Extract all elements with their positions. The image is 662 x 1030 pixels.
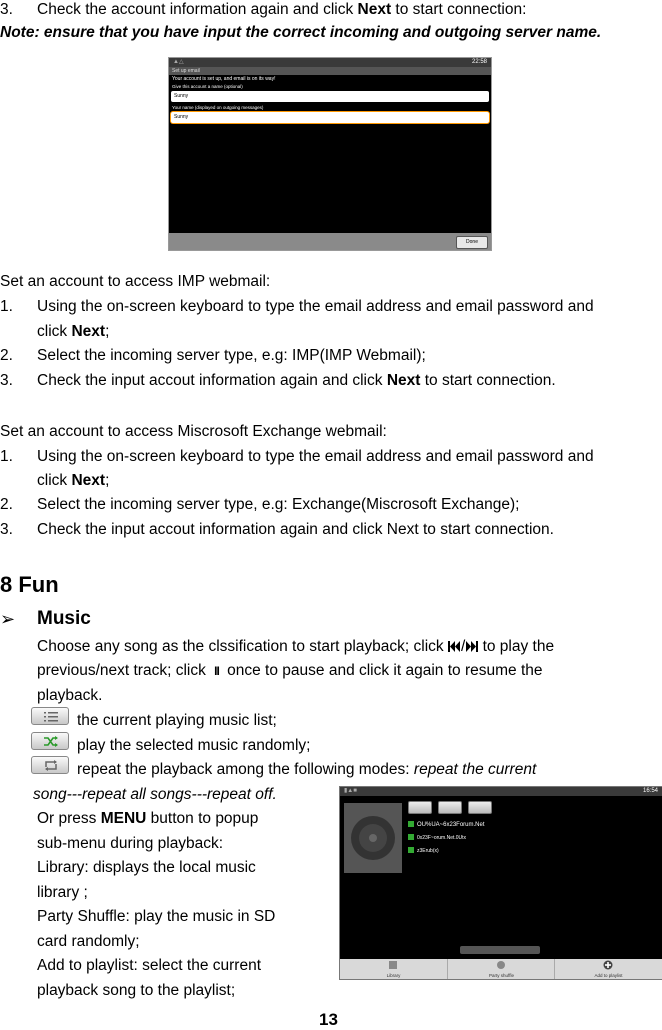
library-icon bbox=[388, 960, 398, 970]
status-bar bbox=[169, 58, 491, 67]
page-number: 13 bbox=[319, 1010, 338, 1029]
exchange-heading: Set an account to access Miscrosoft Exchange webmail: bbox=[0, 423, 387, 440]
add-icon bbox=[603, 960, 613, 970]
imp-heading: Set an account to access IMP webmail: bbox=[0, 273, 271, 290]
album-art bbox=[344, 803, 402, 873]
status-time: 16:54 bbox=[642, 788, 658, 794]
title-bar: Set up email bbox=[169, 67, 491, 75]
exchange-item-3: Check the input accout information again and click Next to start connection. bbox=[37, 521, 554, 538]
menu-line-4: library ; bbox=[37, 884, 88, 901]
status-bar bbox=[340, 787, 662, 796]
menu-line-1: Or press MENU button to popup bbox=[37, 810, 259, 827]
icon3-description: repeat the playback among the following modes: repeat the current bbox=[77, 761, 537, 778]
imp-item-1-number: 1. bbox=[0, 298, 13, 315]
track-3[interactable]: z3Erub(x) bbox=[408, 846, 439, 856]
step3-number: 3. bbox=[0, 1, 13, 18]
music-line-1: Choose any song as the clssification to start playback; click / to play the bbox=[37, 638, 555, 655]
next-track-icon bbox=[465, 640, 478, 653]
repeat-icon bbox=[44, 760, 58, 771]
exchange-item-1-line1: Using the on-screen keyboard to type the email address and email password and bbox=[37, 448, 594, 465]
music-list-button bbox=[31, 707, 69, 725]
shuffle-button[interactable] bbox=[438, 801, 462, 814]
music-player-screenshot bbox=[339, 786, 662, 980]
track-1[interactable]: OU%UA~6x23Forum.Net bbox=[408, 820, 485, 830]
icon1-description: the current playing music list; bbox=[77, 712, 277, 729]
email-setup-screenshot bbox=[168, 57, 492, 251]
shuffle-icon bbox=[44, 736, 58, 747]
menu-line-3: Library: displays the local music bbox=[37, 859, 256, 876]
section-title: 8 Fun bbox=[0, 572, 59, 597]
menu-line-6: card randomly; bbox=[37, 933, 140, 950]
menu-line-8: playback song to the playlist; bbox=[37, 982, 236, 999]
exchange-item-2: Select the incoming server type, e.g: Exchange(Miscrosoft Exchange); bbox=[37, 496, 520, 513]
music-list-button[interactable] bbox=[408, 801, 432, 814]
account-name-label: Give this account a name (optional) bbox=[172, 84, 243, 89]
account-name-input[interactable]: Sunny bbox=[171, 91, 489, 102]
icon2-description: play the selected music randomly; bbox=[77, 737, 311, 754]
menu-add-to-playlist[interactable]: Add to playlist bbox=[554, 959, 662, 979]
exchange-item-1-number: 1. bbox=[0, 448, 13, 465]
music-line-3: playback. bbox=[37, 687, 103, 704]
step3-text: Check the account information again and click Next to start connection: bbox=[37, 1, 527, 18]
notification-icons: ▮▲■ bbox=[344, 788, 357, 794]
track-2[interactable]: 0x23F~orum.Net.0Utx bbox=[408, 833, 466, 843]
bottom-bar bbox=[169, 233, 491, 250]
done-button[interactable]: Done bbox=[456, 236, 488, 249]
menu-line-7: Add to playlist: select the current bbox=[37, 957, 262, 974]
imp-item-1-line1: Using the on-screen keyboard to type the email address and email password and bbox=[37, 298, 594, 315]
status-time: 22:58 bbox=[471, 59, 487, 65]
usb-icon: ▲△ bbox=[173, 59, 184, 65]
setup-message: Your account is set up, and email is on its way! bbox=[172, 76, 276, 82]
icon3-description-continued: song---repeat all songs---repeat off. bbox=[33, 786, 277, 803]
menu-line-5: Party Shuffle: play the music in SD bbox=[37, 908, 276, 925]
display-name-input[interactable]: Sunny bbox=[171, 112, 489, 123]
display-name-label: Your name (displayed on outgoing messages) bbox=[172, 105, 264, 110]
disc-icon bbox=[344, 803, 402, 873]
imp-item-2-number: 2. bbox=[0, 347, 13, 364]
note: Note: ensure that you have input the correct incoming and outgoing server name. bbox=[0, 24, 602, 41]
party-shuffle-icon bbox=[496, 960, 506, 970]
exchange-item-1-line2: click Next; bbox=[37, 472, 110, 489]
music-heading: Music bbox=[37, 608, 91, 629]
music-line-2: previous/next track; click II once to pause and click it again to resume the bbox=[37, 662, 543, 679]
imp-item-3-number: 3. bbox=[0, 372, 13, 389]
pause-icon: II bbox=[214, 664, 219, 678]
playback-controls[interactable] bbox=[460, 946, 540, 954]
exchange-item-3-number: 3. bbox=[0, 521, 13, 538]
menu-library[interactable]: Library bbox=[340, 959, 447, 979]
imp-item-2: Select the incoming server type, e.g: IMP(IMP Webmail); bbox=[37, 347, 426, 364]
previous-track-icon bbox=[448, 640, 461, 653]
menu-party-shuffle[interactable]: Party shuffle bbox=[447, 959, 555, 979]
repeat-button[interactable] bbox=[468, 801, 492, 814]
imp-item-3: Check the input accout information again and click Next to start connection. bbox=[37, 372, 556, 389]
menu-line-2: sub-menu during playback: bbox=[37, 835, 224, 852]
exchange-item-2-number: 2. bbox=[0, 496, 13, 513]
list-icon bbox=[44, 711, 58, 722]
arrow-bullet-icon: ➢ bbox=[0, 609, 16, 629]
popup-menu bbox=[340, 959, 662, 979]
imp-item-1-line2: click Next; bbox=[37, 323, 110, 340]
repeat-button bbox=[31, 756, 69, 774]
shuffle-button bbox=[31, 732, 69, 750]
